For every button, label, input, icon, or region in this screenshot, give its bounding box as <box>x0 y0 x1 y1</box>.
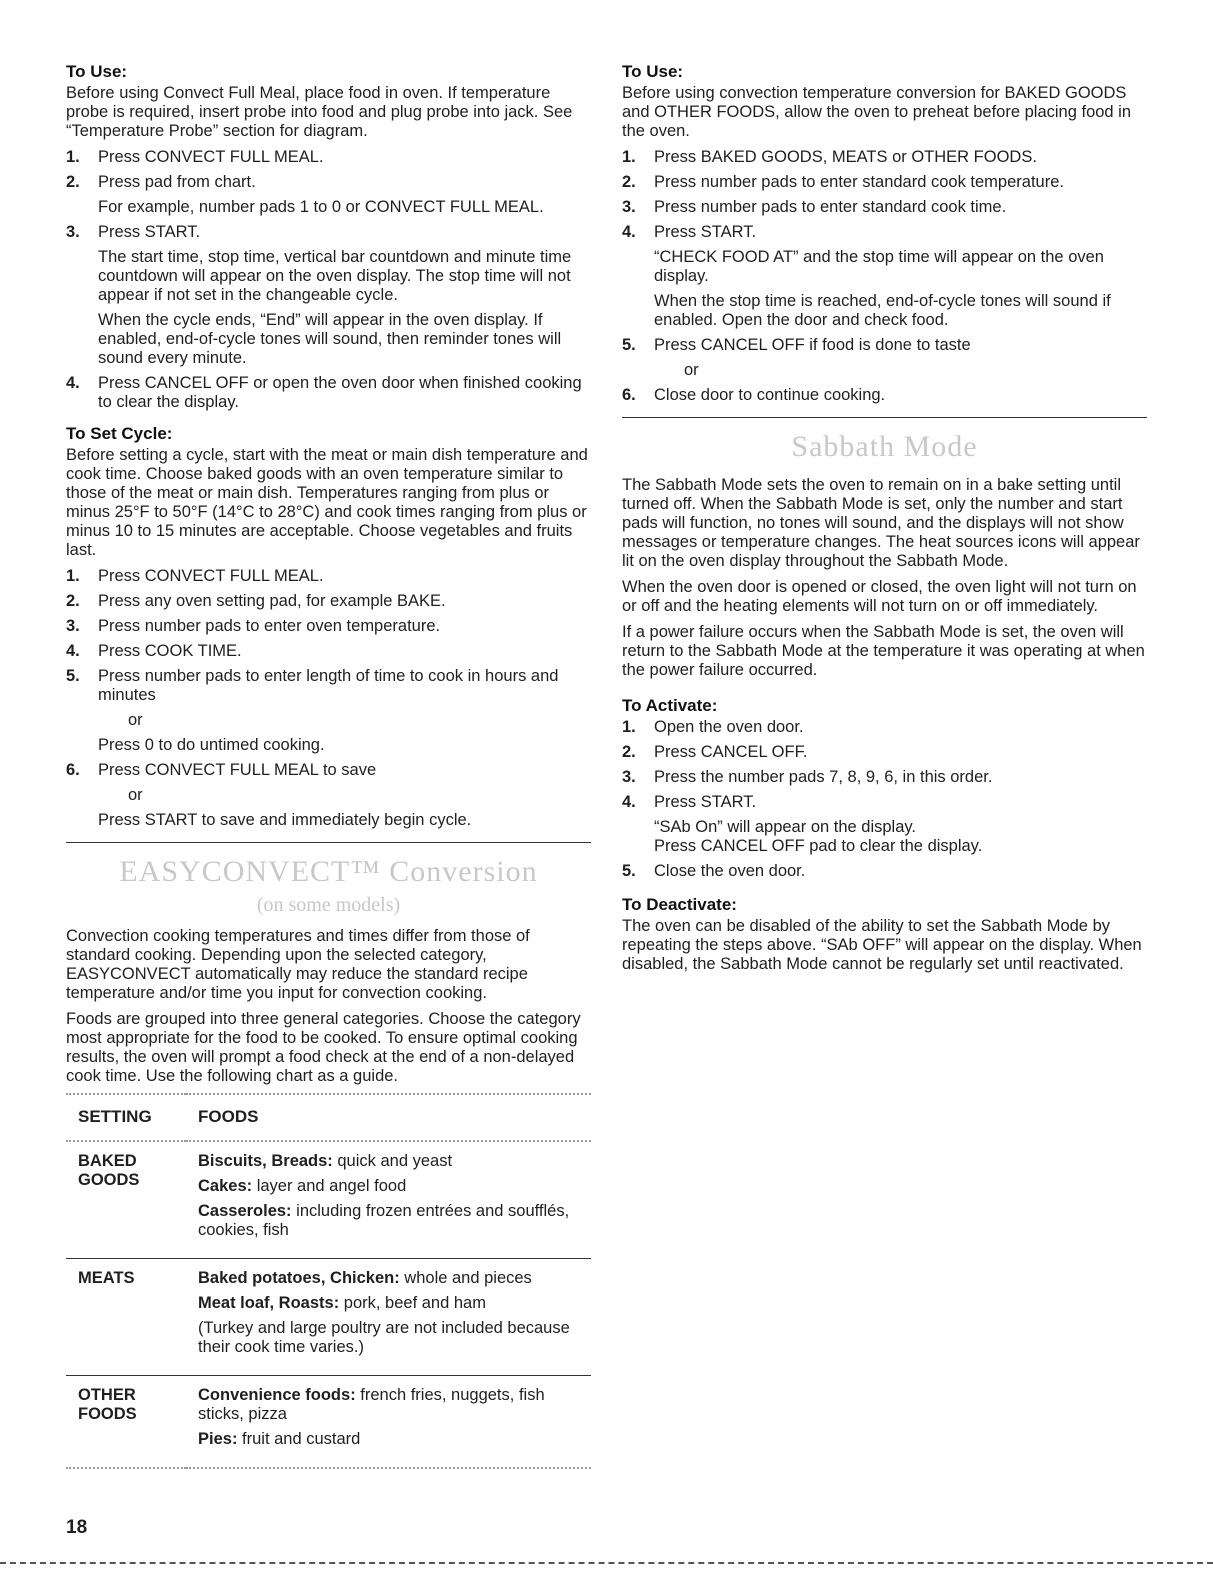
set-cycle-steps <box>66 567 591 830</box>
step-item <box>622 223 1147 330</box>
food-entry <box>198 1386 591 1424</box>
step-number: 1. <box>66 567 80 585</box>
food-description: whole and pieces <box>399 1269 532 1287</box>
step-number: 3. <box>622 198 636 216</box>
table-row <box>66 1259 591 1376</box>
food-category: Biscuits, Breads: <box>198 1152 333 1170</box>
food-category: Baked potatoes, Chicken: <box>198 1269 400 1287</box>
deactivate-heading: To Deactivate: <box>622 895 737 914</box>
step-item <box>66 173 591 217</box>
step-item <box>66 148 591 167</box>
sabbath-paragraph-3: If a power failure occurs when the Sabbath Mode is set, the oven will return to the Sabbath Mode at the temperature it was operating at when the power failure occurred. <box>622 623 1145 679</box>
step-text: Press CONVECT FULL MEAL. <box>98 567 324 585</box>
step-detail: “SAb On” will appear on the display. Press CANCEL OFF pad to clear the display. <box>654 818 983 855</box>
step-text: Press CANCEL OFF. <box>654 743 808 761</box>
food-description: (Turkey and large poultry are not included because their cook time varies.) <box>198 1319 570 1356</box>
to-use-heading: To Use: <box>66 62 128 81</box>
easyconvect-use-steps <box>622 148 1147 405</box>
step-number: 1. <box>622 718 636 736</box>
easyconvect-paragraph-2: Foods are grouped into three general categories. Choose the category most appropriate for the food to be cooked. To ensure optimal cooking results, the oven will prompt a food check at the end of a non-delayed cook time. Use the following chart as a guide. <box>66 1010 581 1085</box>
step-number: 3. <box>622 768 636 786</box>
step-number: 2. <box>66 592 80 610</box>
step-item <box>622 793 1147 856</box>
step-text: Open the oven door. <box>654 718 804 736</box>
step-number: 4. <box>66 642 80 660</box>
step-number: 4. <box>66 374 80 392</box>
step-number: 6. <box>622 386 636 404</box>
step-number: 5. <box>66 667 80 685</box>
food-description: including frozen entrées and soufflés, cookies, fish <box>198 1202 570 1239</box>
page-bottom-border <box>0 1562 1213 1564</box>
set-cycle-intro: Before setting a cycle, start with the meat or main dish temperature and cook time. Choose baked goods with an oven temperature similar to those of the meat or main dish. Temperatures ranging from plus or minus 25°F to 50°F (14°C to 28°C) and cook times ranging from plus or minus 10 to 15 minutes are acceptable. Choose vegetables and fruits last. <box>66 446 588 559</box>
step-item <box>622 862 1147 881</box>
step-text: Press the number pads 7, 8, 9, 6, in this order. <box>654 768 993 786</box>
step-alternative: Press 0 to do untimed cooking. <box>98 736 325 754</box>
table-header-setting: SETTING <box>66 1094 186 1141</box>
food-description: french fries, nuggets, fish sticks, pizza <box>198 1386 545 1423</box>
step-item <box>66 567 591 586</box>
step-number: 2. <box>622 173 636 191</box>
food-description: layer and angel food <box>252 1177 407 1195</box>
step-detail: When the cycle ends, “End” will appear in the oven display. If enabled, end-of-cycle tones will sound, then reminder tones will sound every minute. <box>98 311 562 367</box>
step-number: 1. <box>622 148 636 166</box>
step-item <box>66 374 591 412</box>
food-category: Cakes: <box>198 1177 253 1195</box>
step-item <box>66 592 591 611</box>
step-item <box>622 148 1147 167</box>
step-number: 3. <box>66 223 80 241</box>
to-use-heading-right: To Use: <box>622 62 684 81</box>
foods-cell <box>186 1376 591 1469</box>
table-header-foods: FOODS <box>186 1094 591 1141</box>
sabbath-title: Sabbath Mode <box>791 430 978 463</box>
step-text: Press CANCEL OFF or open the oven door when finished cooking to clear the display. <box>98 374 582 411</box>
setting-cell: MEATS <box>66 1259 186 1376</box>
food-description: quick and yeast <box>332 1152 453 1170</box>
easyconvect-paragraph-1: Convection cooking temperatures and times differ from those of standard cooking. Depending upon the selected category, EASYCONVECT automatically may reduce the standard recipe temperature and/or time you input for convection cooking. <box>66 927 530 1002</box>
step-text: Press any oven setting pad, for example BAKE. <box>98 592 446 610</box>
step-detail: The start time, stop time, vertical bar countdown and minute time countdown will appear on the oven display. The stop time will not appear if not set in the changeable cycle. <box>98 248 572 304</box>
step-text: Press pad from chart. <box>98 173 256 191</box>
section-divider <box>66 842 591 843</box>
table-row <box>66 1376 591 1469</box>
food-entry <box>198 1294 591 1313</box>
step-number: 5. <box>622 862 636 880</box>
step-item <box>66 761 591 830</box>
step-text: Press CANCEL OFF if food is done to taste <box>654 336 971 354</box>
food-category: Meat loaf, Roasts: <box>198 1294 340 1312</box>
step-text: Press number pads to enter oven temperature. <box>98 617 441 635</box>
step-item <box>622 386 1147 405</box>
step-text: Press CONVECT FULL MEAL to save <box>98 761 377 779</box>
foods-cell <box>186 1141 591 1259</box>
step-text: Press START. <box>98 223 201 241</box>
food-category: Pies: <box>198 1430 238 1448</box>
table-row <box>66 1141 591 1259</box>
food-entry <box>198 1319 591 1357</box>
setting-cell: BAKED GOODS <box>66 1141 186 1259</box>
activate-heading: To Activate: <box>622 696 718 715</box>
foods-cell <box>186 1259 591 1376</box>
page-number: 18 <box>66 1517 88 1538</box>
step-item <box>622 768 1147 787</box>
activate-steps <box>622 718 1147 881</box>
easyconvect-title: EASYCONVECT™ Conversion <box>119 855 538 888</box>
deactivate-text: The oven can be disabled of the ability to set the Sabbath Mode by repeating the steps above. “SAb OFF” will appear on the display. When disabled, the Sabbath Mode cannot be regularly set until reactivated. <box>622 917 1142 973</box>
step-text: Press BAKED GOODS, MEATS or OTHER FOODS. <box>654 148 1037 166</box>
step-item <box>66 223 591 368</box>
step-number: 4. <box>622 793 636 811</box>
step-number: 6. <box>66 761 80 779</box>
food-description: fruit and custard <box>237 1430 361 1448</box>
step-number: 1. <box>66 148 80 166</box>
food-category: Convenience foods: <box>198 1386 356 1404</box>
food-entry <box>198 1152 591 1171</box>
step-text: Press COOK TIME. <box>98 642 242 660</box>
food-description: pork, beef and ham <box>339 1294 486 1312</box>
step-item <box>66 667 591 755</box>
sabbath-paragraph-2: When the oven door is opened or closed, the oven light will not turn on or off and the heating elements will not turn on or off immediately. <box>622 578 1137 615</box>
food-entry <box>198 1202 591 1240</box>
step-text: Close the oven door. <box>654 862 806 880</box>
set-cycle-heading: To Set Cycle: <box>66 424 173 443</box>
step-detail: When the stop time is reached, end-of-cycle tones will sound if enabled. Open the door and check food. <box>654 292 1111 329</box>
step-number: 2. <box>622 743 636 761</box>
step-or: or <box>128 711 143 729</box>
step-text: Press START. <box>654 223 757 241</box>
food-category-table <box>66 1093 591 1469</box>
easyconvect-subtitle: (on some models) <box>256 894 401 916</box>
section-divider <box>622 417 1147 418</box>
step-alternative: Press START to save and immediately begin cycle. <box>98 811 472 829</box>
food-category: Casseroles: <box>198 1202 292 1220</box>
step-text: Press number pads to enter standard cook temperature. <box>654 173 1064 191</box>
step-detail: For example, number pads 1 to 0 or CONVECT FULL MEAL. <box>98 198 544 216</box>
food-entry <box>198 1177 591 1196</box>
step-text: Close door to continue cooking. <box>654 386 886 404</box>
to-use-intro-right: Before using convection temperature conversion for BAKED GOODS and OTHER FOODS, allow the oven to preheat before placing food in the oven. <box>622 84 1132 140</box>
left-column <box>66 62 591 1469</box>
step-item <box>622 718 1147 737</box>
food-entry <box>198 1269 591 1288</box>
step-number: 2. <box>66 173 80 191</box>
step-text: Press number pads to enter length of time to cook in hours and minutes <box>98 667 559 704</box>
step-number: 5. <box>622 336 636 354</box>
step-item <box>622 198 1147 217</box>
to-use-intro: Before using Convect Full Meal, place food in oven. If temperature probe is required, insert probe into food and plug probe into jack. See “Temperature Probe” section for diagram. <box>66 84 573 140</box>
step-item <box>66 642 591 661</box>
sabbath-paragraph-1: The Sabbath Mode sets the oven to remain on in a bake setting until turned off. When the Sabbath Mode is set, only the number and start pads will function, no tones will sound, and the displays will not show messages or temperature changes. The heat sources icons will appear lit on the oven display throughout the Sabbath Mode. <box>622 476 1140 570</box>
step-number: 4. <box>622 223 636 241</box>
step-text: Press START. <box>654 793 757 811</box>
step-item <box>622 336 1147 380</box>
food-entry <box>198 1430 591 1449</box>
step-detail: “CHECK FOOD AT” and the stop time will appear on the oven display. <box>654 248 1104 285</box>
step-or: or <box>684 361 699 379</box>
step-text: Press CONVECT FULL MEAL. <box>98 148 324 166</box>
step-number: 3. <box>66 617 80 635</box>
step-item <box>66 617 591 636</box>
convect-use-steps <box>66 148 591 412</box>
step-or: or <box>128 786 143 804</box>
right-column <box>622 62 1147 981</box>
step-text: Press number pads to enter standard cook time. <box>654 198 1007 216</box>
step-item <box>622 173 1147 192</box>
setting-cell: OTHER FOODS <box>66 1376 186 1469</box>
step-item <box>622 743 1147 762</box>
